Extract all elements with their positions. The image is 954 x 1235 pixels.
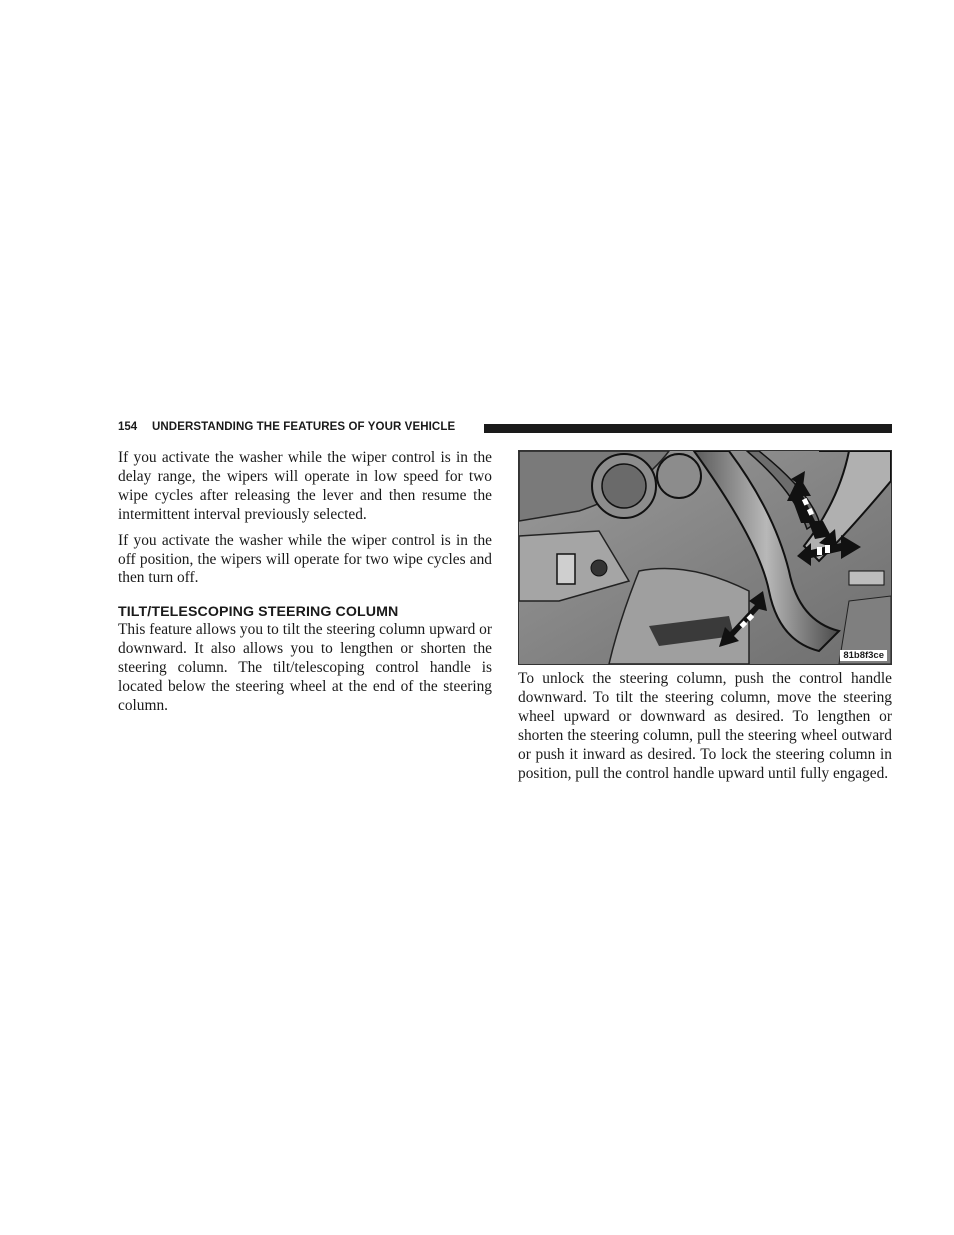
unlock-instructions-paragraph: To unlock the steering column, push the control handle downward. To tilt the steering column, move the steering wheel upward or downward as desired. To lengthen or shorten the steering column, pull the steering wheel outward or push it inward as desired. To lock the steering column in position, pull the control handle upward until fully engaged. [518,670,892,782]
page-number: 154 [118,421,138,433]
steering-column-illustration [519,451,891,664]
right-column [518,670,892,783]
section-heading: TILT/TELESCOPING STEERING COLUMN [118,604,399,621]
page-header [118,418,892,438]
header-rule [484,424,892,433]
tilt-feature-paragraph: This feature allows you to tilt the steering column upward or downward. It also allows you to lengthen or shorten the steering column. The tilt/telescoping control handle is located below the steering wheel at the end of the steering column. [118,621,492,714]
washer-off-paragraph: If you activate the washer while the wiper control is in the off position, the wipers will operate for two wipe cycles and then turn off. [118,531,492,587]
left-column [118,449,492,716]
washer-delay-paragraph: If you activate the washer while the wiper control is in the delay range, the wipers will operate in low speed for two wipe cycles after releasing the lever and then resume the intermittent interval previously selected. [118,449,492,523]
section-title: UNDERSTANDING THE FEATURES OF YOUR VEHICLE [152,421,456,433]
steering-column-figure [518,450,892,665]
figure-code: 81b8f3ce [840,650,887,661]
